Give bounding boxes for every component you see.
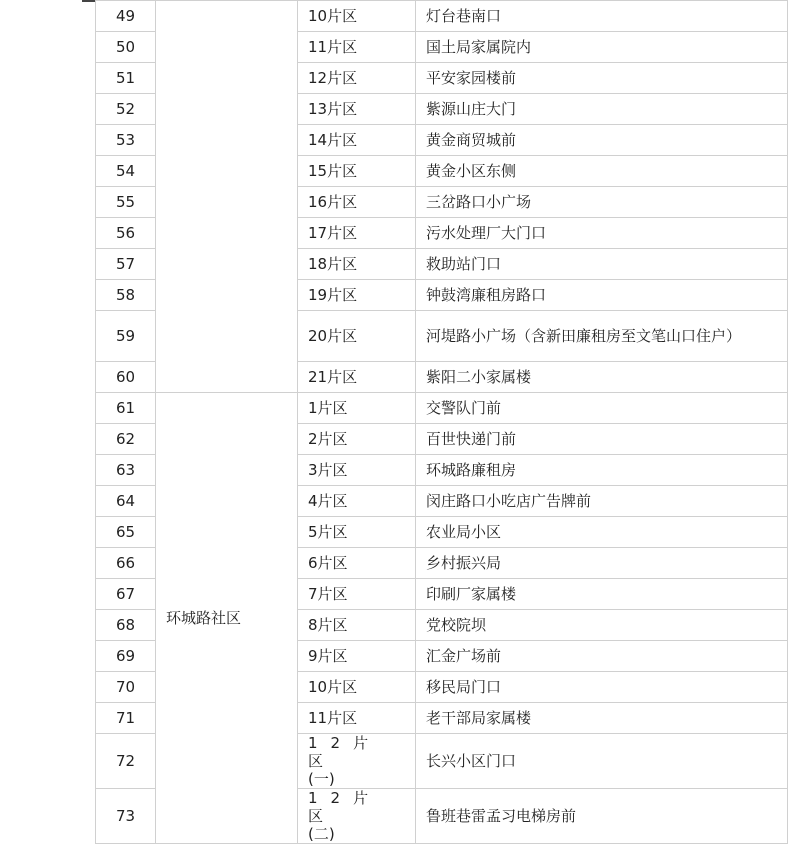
row-number: 59: [96, 311, 156, 362]
area-cell: 21片区: [298, 362, 416, 393]
location-cell: 河堤路小广场（含新田廉租房至文笔山口住户）: [416, 311, 788, 362]
location-cell: 乡村振兴局: [416, 548, 788, 579]
area-cell: 13片区: [298, 94, 416, 125]
row-number: 53: [96, 125, 156, 156]
distribution-table: [95, 0, 788, 844]
row-number: 54: [96, 156, 156, 187]
area-cell: 15片区: [298, 156, 416, 187]
location-cell: 闵庄路口小吃店广告牌前: [416, 486, 788, 517]
row-number: 50: [96, 32, 156, 63]
area-cell: 4片区: [298, 486, 416, 517]
location-cell: 黄金商贸城前: [416, 125, 788, 156]
area-cell: 12片区: [298, 63, 416, 94]
area-cell: [298, 789, 416, 844]
row-number: 73: [96, 789, 156, 844]
location-cell: 百世快递门前: [416, 424, 788, 455]
area-cell: 10片区: [298, 672, 416, 703]
location-cell: 移民局门口: [416, 672, 788, 703]
row-number: 56: [96, 218, 156, 249]
area-cell: 18片区: [298, 249, 416, 280]
area-cell: 3片区: [298, 455, 416, 486]
community-cell: [156, 1, 298, 393]
area-cell: 11片区: [298, 703, 416, 734]
location-cell: 三岔路口小广场: [416, 187, 788, 218]
row-number: 61: [96, 393, 156, 424]
location-cell: 环城路廉租房: [416, 455, 788, 486]
area-cell: 9片区: [298, 641, 416, 672]
location-cell: 平安家园楼前: [416, 63, 788, 94]
area-cell: 5片区: [298, 517, 416, 548]
area-cell: 6片区: [298, 548, 416, 579]
location-cell: 国土局家属院内: [416, 32, 788, 63]
location-cell: 紫源山庄大门: [416, 94, 788, 125]
area-line-2: (二): [308, 825, 335, 843]
row-number: 51: [96, 63, 156, 94]
area-cell: 14片区: [298, 125, 416, 156]
location-cell: 紫阳二小家属楼: [416, 362, 788, 393]
row-number: 63: [96, 455, 156, 486]
area-line-1: 12片区: [308, 789, 382, 825]
row-number: 52: [96, 94, 156, 125]
row-number: 65: [96, 517, 156, 548]
row-number: 49: [96, 1, 156, 32]
area-cell: 17片区: [298, 218, 416, 249]
location-cell: 长兴小区门口: [416, 734, 788, 789]
row-number: 64: [96, 486, 156, 517]
row-number: 71: [96, 703, 156, 734]
location-cell: 农业局小区: [416, 517, 788, 548]
area-cell: 19片区: [298, 280, 416, 311]
community-cell: 环城路社区: [156, 393, 298, 844]
area-cell: 20片区: [298, 311, 416, 362]
area-cell: 1片区: [298, 393, 416, 424]
row-number: 66: [96, 548, 156, 579]
location-cell: 印刷厂家属楼: [416, 579, 788, 610]
row-number: 55: [96, 187, 156, 218]
table-row: [96, 1, 788, 32]
area-cell: 8片区: [298, 610, 416, 641]
area-cell: 10片区: [298, 1, 416, 32]
row-number: 68: [96, 610, 156, 641]
location-cell: 救助站门口: [416, 249, 788, 280]
area-cell: [298, 734, 416, 789]
location-cell: 鲁班巷雷孟习电梯房前: [416, 789, 788, 844]
row-number: 69: [96, 641, 156, 672]
location-cell: 党校院坝: [416, 610, 788, 641]
area-line-2: (一): [308, 770, 335, 788]
area-cell: 7片区: [298, 579, 416, 610]
location-cell: 汇金广场前: [416, 641, 788, 672]
top-edge-mark: [82, 0, 96, 2]
location-cell: 灯台巷南口: [416, 1, 788, 32]
location-cell: 老干部局家属楼: [416, 703, 788, 734]
location-cell: 污水处理厂大门口: [416, 218, 788, 249]
row-number: 72: [96, 734, 156, 789]
row-number: 70: [96, 672, 156, 703]
location-cell: 交警队门前: [416, 393, 788, 424]
row-number: 60: [96, 362, 156, 393]
location-cell: 黄金小区东侧: [416, 156, 788, 187]
row-number: 62: [96, 424, 156, 455]
table-row: [96, 393, 788, 424]
row-number: 58: [96, 280, 156, 311]
location-cell: 钟鼓湾廉租房路口: [416, 280, 788, 311]
row-number: 57: [96, 249, 156, 280]
area-cell: 11片区: [298, 32, 416, 63]
area-cell: 2片区: [298, 424, 416, 455]
area-line-1: 12片区: [308, 734, 382, 770]
row-number: 67: [96, 579, 156, 610]
area-cell: 16片区: [298, 187, 416, 218]
